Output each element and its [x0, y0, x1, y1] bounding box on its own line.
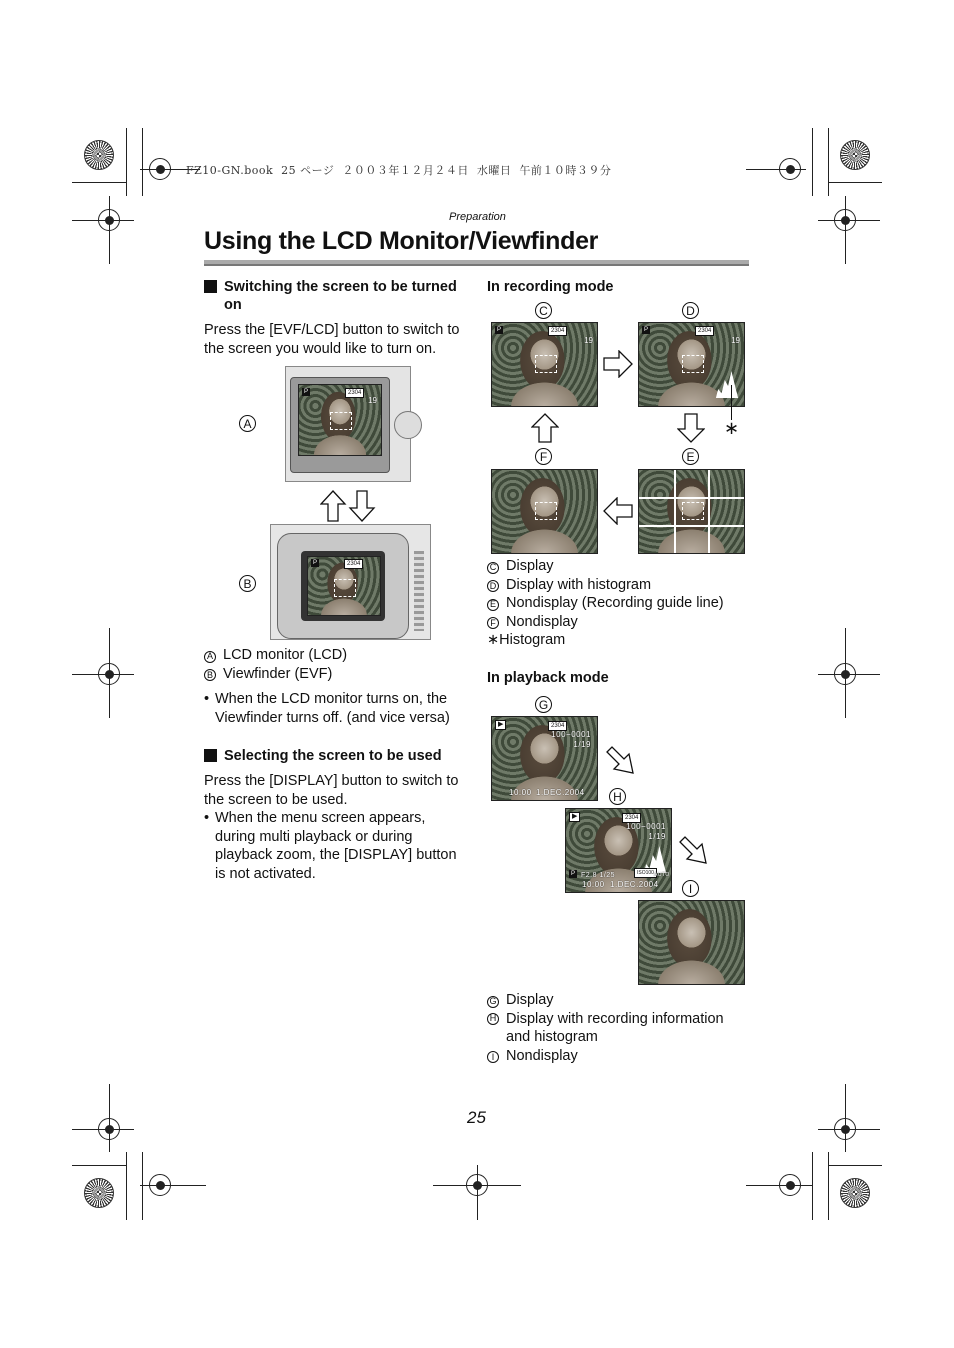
- viewfinder-illustration: P 2304: [270, 524, 431, 640]
- sunburst-mark-icon: [84, 140, 114, 170]
- section-label: Preparation: [449, 211, 506, 223]
- legend-item-e: E Nondisplay (Recording guide line): [487, 594, 757, 613]
- lcd-monitor-illustration: [285, 366, 411, 482]
- sunburst-mark-icon: [840, 140, 870, 170]
- asterisk-label: ∗: [724, 418, 740, 438]
- remaining-count: 19: [368, 396, 377, 405]
- playback-screen-display: ▶ 2304 100−0001 1/19 10:00 1.DEC.2004: [491, 716, 598, 801]
- note-lcd-evf: • When the LCD monitor turns on, the Viewfinder turns off. (and vice versa): [204, 691, 450, 726]
- arrow-down-icon: [677, 413, 705, 443]
- histogram-pointer-line: [731, 385, 732, 420]
- figure-label-i: I: [682, 880, 699, 897]
- playback-mode-legend: [487, 991, 747, 1065]
- legend-item-g: G Display: [487, 991, 747, 1010]
- legend-item-histogram: ∗Histogram: [487, 632, 566, 648]
- square-bullet-icon: [204, 749, 217, 762]
- legend-item-h: H Display with recording information and histogram: [487, 1010, 747, 1047]
- legend-item-i: I Nondisplay: [487, 1047, 747, 1066]
- print-file-info: FZ10-GN.book 25 ページ ２００３年１２月２４日 水曜日 午前１０時３９分: [186, 164, 612, 177]
- selecting-instructions: Press the [DISPLAY] button to switch to the screen to be used.: [204, 773, 459, 808]
- playback-screen-info-histogram: ▶ 2304 100−0001 1/19 P F2.8 1/25 ISO100 AUTO 10:00 1.DEC.2004: [565, 808, 672, 893]
- switch-arrows-icon: [320, 490, 376, 522]
- screen-display-with-histogram: P 2304 19: [638, 322, 745, 407]
- histogram-graphic: [716, 368, 738, 398]
- image-size-badge: 2304: [345, 388, 364, 398]
- playback-mode-heading: In playback mode: [487, 670, 609, 686]
- page-title: Using the LCD Monitor/Viewfinder: [204, 227, 599, 255]
- figure-label-e: E: [682, 448, 699, 465]
- mode-p-badge: P: [304, 389, 309, 395]
- figure-label-a: A: [239, 415, 256, 432]
- focus-frame: [330, 412, 352, 430]
- square-bullet-icon: [204, 280, 217, 293]
- figure-label-f: F: [535, 448, 552, 465]
- screen-display: P 2304 19: [491, 322, 598, 407]
- section-heading-switching: Switching the screen to be turned on: [204, 278, 469, 314]
- legend-item-d: D Display with histogram: [487, 576, 757, 595]
- figure-label-d: D: [682, 302, 699, 319]
- switching-instructions: Press the [EVF/LCD] button to switch to the screen you would like to turn on.: [204, 322, 460, 357]
- recording-mode-heading: In recording mode: [487, 279, 614, 295]
- section-heading-selecting: Selecting the screen to be used: [204, 747, 469, 765]
- screen-nondisplay: [491, 469, 598, 554]
- figure-label-h: H: [609, 788, 626, 805]
- playback-screen-nondisplay: [638, 900, 745, 985]
- arrow-diagonal-icon: [606, 746, 634, 774]
- note-display-button: • When the menu screen appears, during multi playback or during playback zoom, the [DISPLAY] button is not activated.: [204, 810, 457, 882]
- figure-legend-ab: [204, 646, 469, 683]
- arrow-diagonal-icon: [679, 836, 707, 864]
- arrow-up-icon: [531, 413, 559, 443]
- sunburst-mark-icon: [840, 1178, 870, 1208]
- legend-item-a: A LCD monitor (LCD): [204, 646, 469, 665]
- page-number: 25: [467, 1108, 486, 1127]
- figure-label-c: C: [535, 302, 552, 319]
- legend-item-b: B Viewfinder (EVF): [204, 665, 469, 684]
- figure-label-b: B: [239, 575, 256, 592]
- arrow-right-icon: [603, 350, 633, 378]
- screen-nondisplay-guide-lines: [638, 469, 745, 554]
- sunburst-mark-icon: [84, 1178, 114, 1208]
- play-mode-icon: ▶: [495, 720, 506, 730]
- arrow-left-icon: [603, 497, 633, 525]
- recording-mode-legend: [487, 557, 757, 650]
- legend-item-c: C Display: [487, 557, 757, 576]
- figure-label-g: G: [535, 696, 552, 713]
- legend-item-f: F Nondisplay: [487, 613, 757, 632]
- title-rule: [204, 260, 749, 266]
